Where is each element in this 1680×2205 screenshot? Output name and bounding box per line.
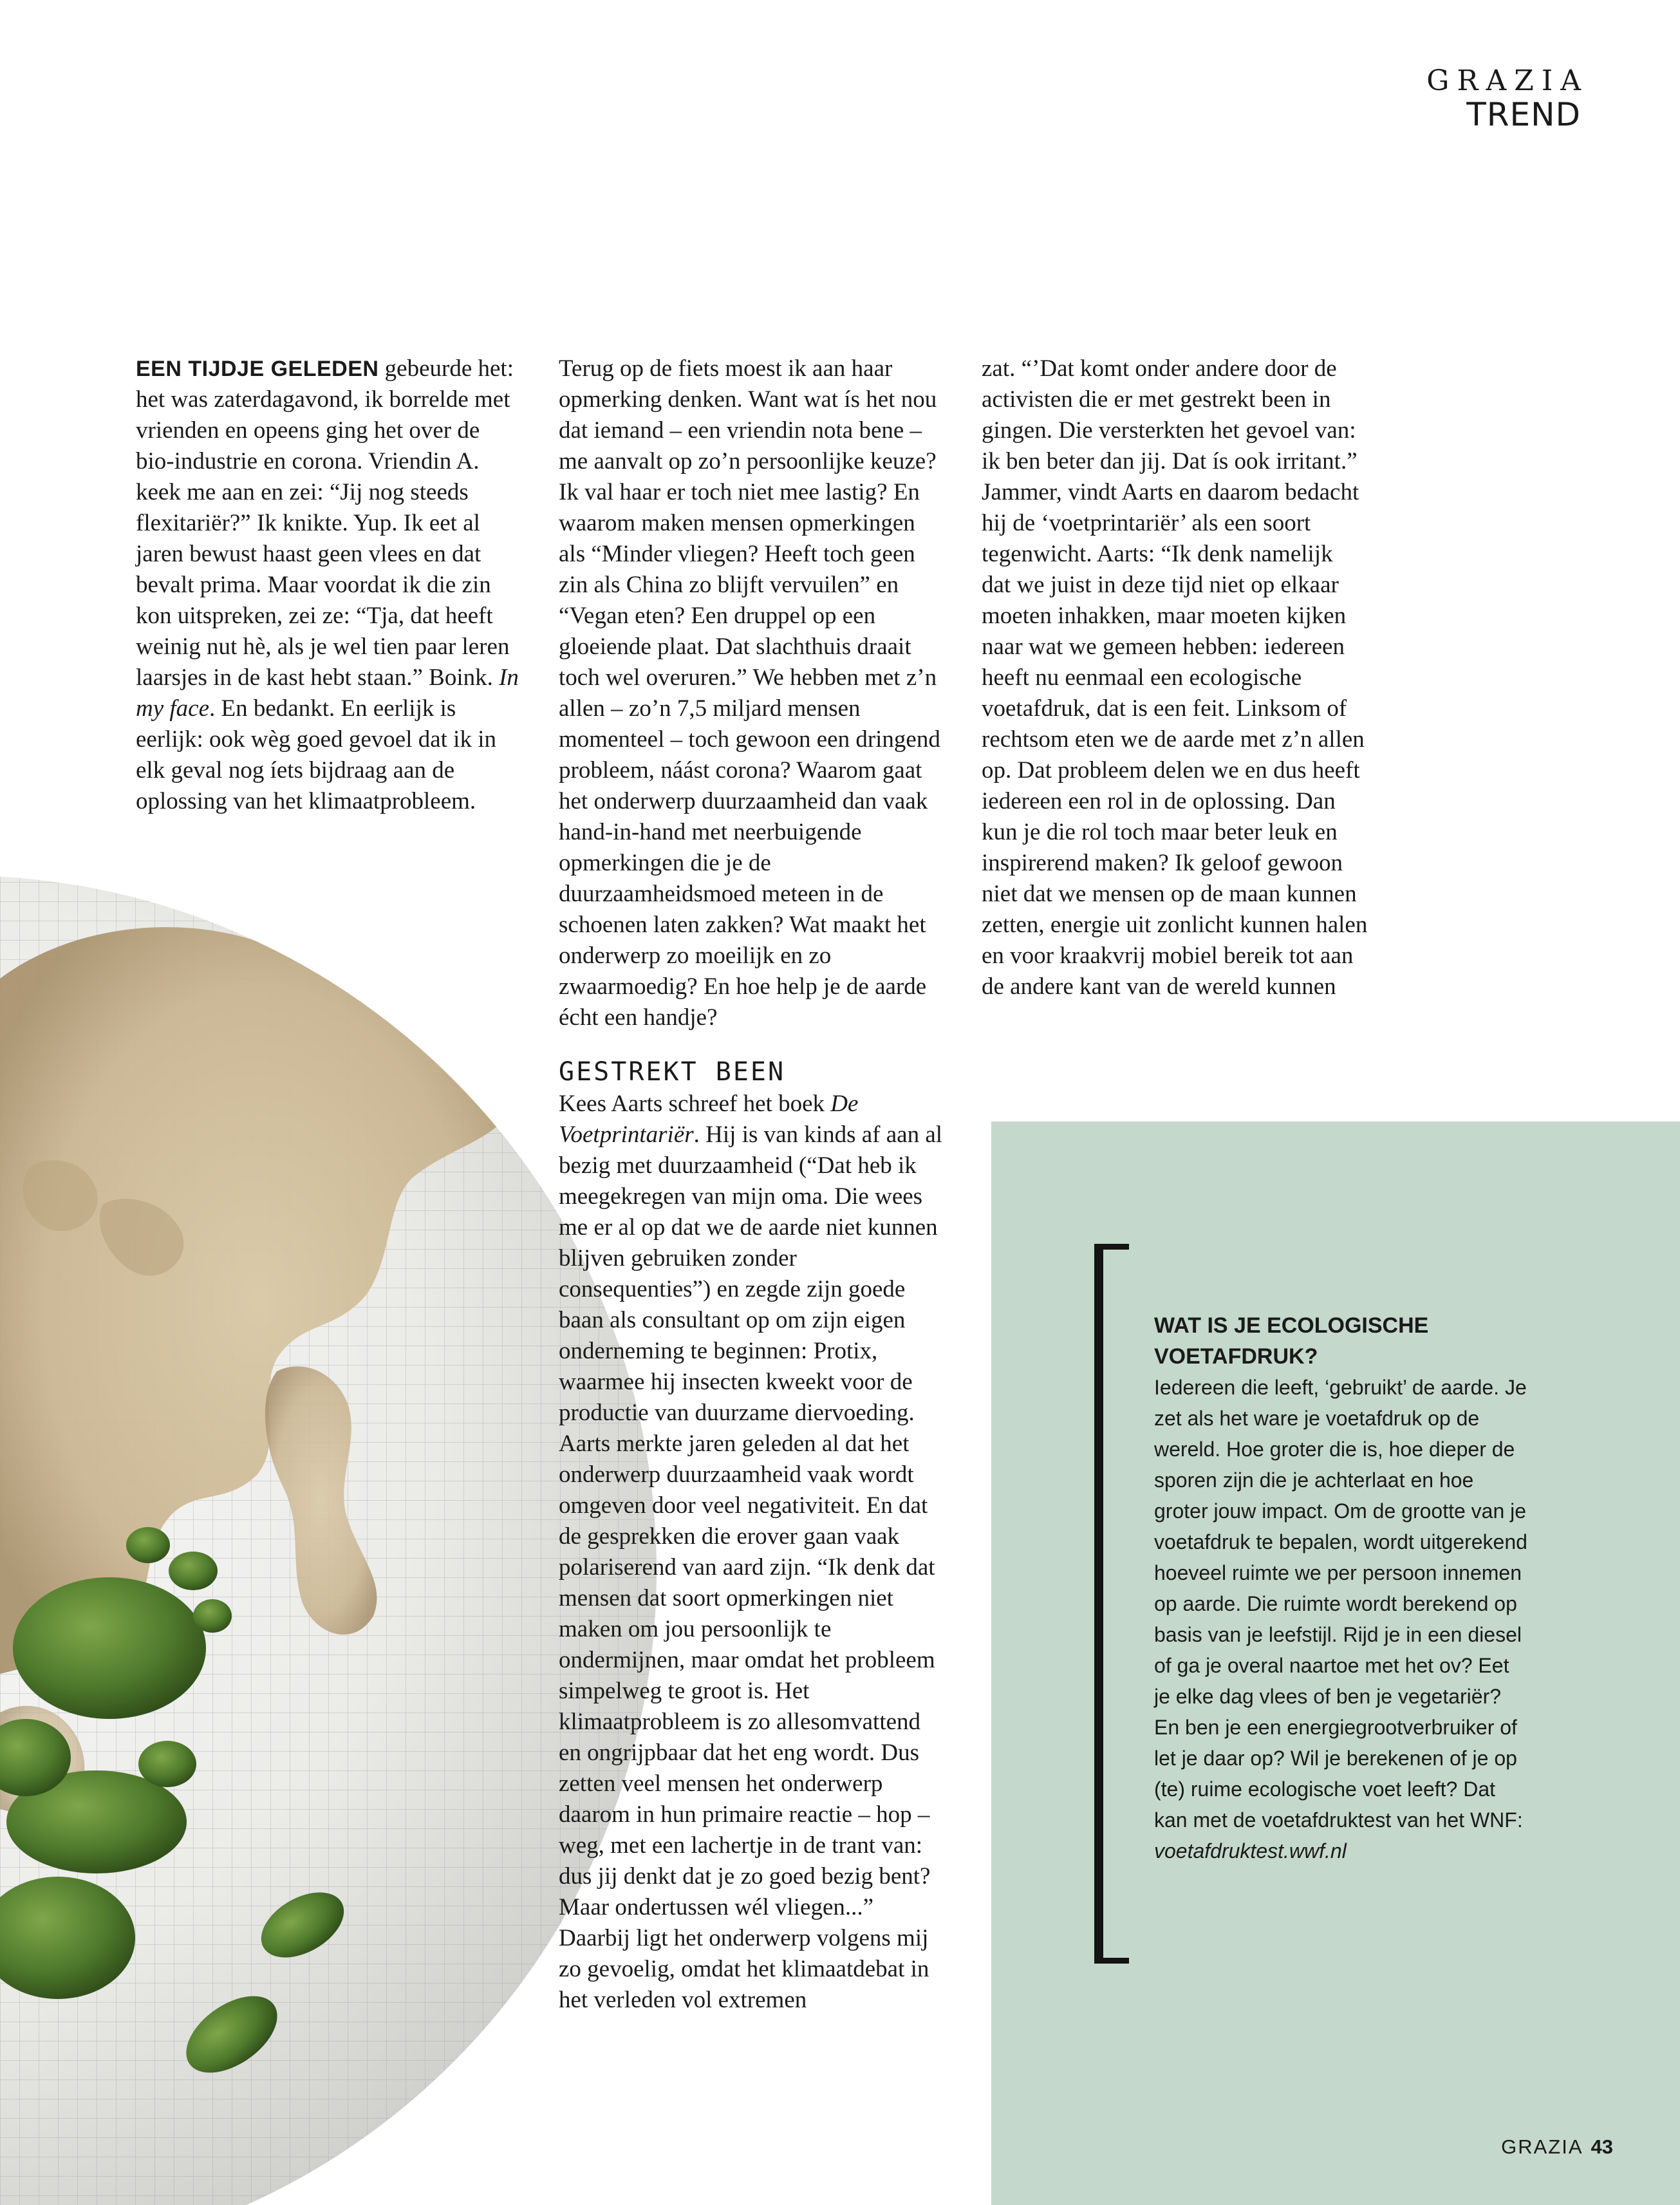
magazine-logo: GRAZIA	[1426, 64, 1589, 97]
body-paragraph: Jammer, vindt Aarts en daarom bedacht hij de ‘voetprintariër’ als een soort tegenwicht. Aarts: “Ik denk namelijk dat we juist in deze tijd niet op elkaar moeten inhakken, maar moeten kijken naar wat we gemeen hebben: iedereen heeft nu eenmaal een ecologische voetafdruk, dat is een feit. Linksom of rechtsom eten we de aarde met z’n allen op. Dat probleem delen we en dus heeft iedereen een rol in de oplossing. Dan kun je die rol toch maar beter leuk en inspirerend maken? Ik geloof gewoon niet dat we mensen op de maan kunnen zetten, energie uit zonlicht kunnen halen en voor kraakvrij mobiel bereik tot aan de andere kant van de wereld kunnen	[982, 479, 1368, 1000]
section-label: TREND	[1466, 96, 1581, 133]
intro-paragraph: EEN TIJDJE GELEDEN gebeurde het: het was zaterdagavond, ik borrelde met vrienden en opeens ging het over de bio-industrie en corona. Vriendin A. keek me aan en zei: “Jij nog steeds flexitariër?” Ik knikte. Yup. Ik eet al jaren bewust haast geen vlees en dat bevalt prima. Maar voordat ik die zin kon uitspreken, zei ze: “Tja, dat heeft weinig nut hè, als je wel tien paar leren laarsjes in de kast hebt staan.” Boink. In my face. En bedankt. En eerlijk is eerlijk: ook wèg goed gevoel dat ik in elk geval nog íets bijdraag aan de oplossing van het klimaatprobleem.	[136, 355, 519, 814]
article-column-1	[136, 353, 522, 817]
masthead	[1388, 64, 1589, 133]
sidebar-content	[1154, 1310, 1527, 1866]
sidebar-link[interactable]: voetafdruktest.wwf.nl	[1154, 1839, 1347, 1863]
page-number: 43	[1591, 2135, 1613, 2158]
body-paragraph: Kees Aarts schreef het boek De Voetprintariër. Hij is van kinds af aan al bezig met duurzaamheid (“Dat heb ik meegekregen van mijn oma. Die wees me er al op dat we de aarde niet kunnen blijven gebruiken zonder consequenties”) en zegde zijn goede baan als consultant op om zijn eigen onderneming te beginnen: Protix, waarmee hij insecten kweekt voor de productie van duurzame diervoeding. Aarts merkte jaren geleden al dat het onderwerp duurzaamheid vaak wordt omgeven door veel negativiteit. En dat de gesprekken die erover gaan vaak polariserend van aard zijn. “Ik denk dat mensen dat soort opmerkingen niet maken om jou persoonlijk te ondermijnen, maar omdat het probleem simpelweg te groot is. Het klimaatprobleem is zo allesomvattend en ongrijpbaar dat het eng wordt. Dus zetten veel mensen het onderwerp daarom in hun primaire reactie – hop – weg, met een lachertje in de trant van: dus jij denkt dat je zo goed bezig bent? Maar ondertussen wél vliegen...” Daarbij ligt het onderwerp volgens mij zo gevoelig, omdat het klimaatdebat in het verleden vol extremen	[559, 1091, 943, 2013]
lead-in: EEN TIJDJE GELEDEN	[136, 357, 379, 381]
page-folio	[1501, 2135, 1613, 2159]
article-column-2	[559, 353, 945, 2016]
sidebar-body: Iedereen die leeft, ‘gebruikt’ de aarde. Je zet als het ware je voetafdruk op de wereld. Hoe groter die is, hoe dieper de sporen zijn die je achterlaat en hoe groter jouw impact. Om de grootte van je voetafdruk te bepalen, wordt uitgerekend hoeveel ruimte we per persoon innemen op aarde. Die ruimte wordt berekend op basis van je leefstijl. Rijd je in een diesel of ga je overal naartoe met het ov? Eet je elke dag vlees of ben je vegetariër? En ben je een energiegrootverbruiker of let je daar op? Wil je berekenen of je op (te) ruime ecologische voet leeft? Dat kan met de voetafdruktest van het WNF: voetafdruktest.wwf.nl	[1154, 1376, 1527, 1863]
sidebar-title: WAT IS JE ECOLOGISCHE VOETAFDRUK?	[1154, 1313, 1429, 1369]
body-paragraph: Terug op de fiets moest ik aan haar opmerking denken. Want wat ís het nou dat iemand – een vriendin nota bene – me aanvalt op zo’n persoonlijke keuze? Ik val haar er toch niet mee lastig? En waarom maken mensen opmerkingen als “Minder vliegen? Heeft toch geen zin als China zo blijft vervuilen” en “Vegan eten? Een druppel op een gloeiende plaat. Dat slachthuis draait toch wel overuren.” We hebben met z’n allen – zo’n 7,5 miljard mensen momenteel – toch gewoon een dringend probleem, náást corona? Waarom gaat het onderwerp duurzaamheid dan vaak hand-in-hand met neerbuigende opmerkingen die je de duurzaamheidsmoed meteen in de schoenen laten zakken? Wat maakt het onderwerp zo moeilijk en zo zwaarmoedig? En hoe help je de aarde écht een handje?	[559, 355, 940, 1031]
bracket-decoration	[1094, 1244, 1129, 1964]
folio-brand: GRAZIA	[1501, 2135, 1583, 2158]
body-paragraph: zat. “’Dat komt onder andere door de activisten die er met gestrekt been in gingen. Die versterkten het gevoel van: ik ben beter dan jij. Dat ís ook irritant.”	[982, 355, 1358, 474]
article-column-3	[982, 353, 1368, 1002]
subheading: GESTREKT BEEN	[559, 1057, 786, 1087]
